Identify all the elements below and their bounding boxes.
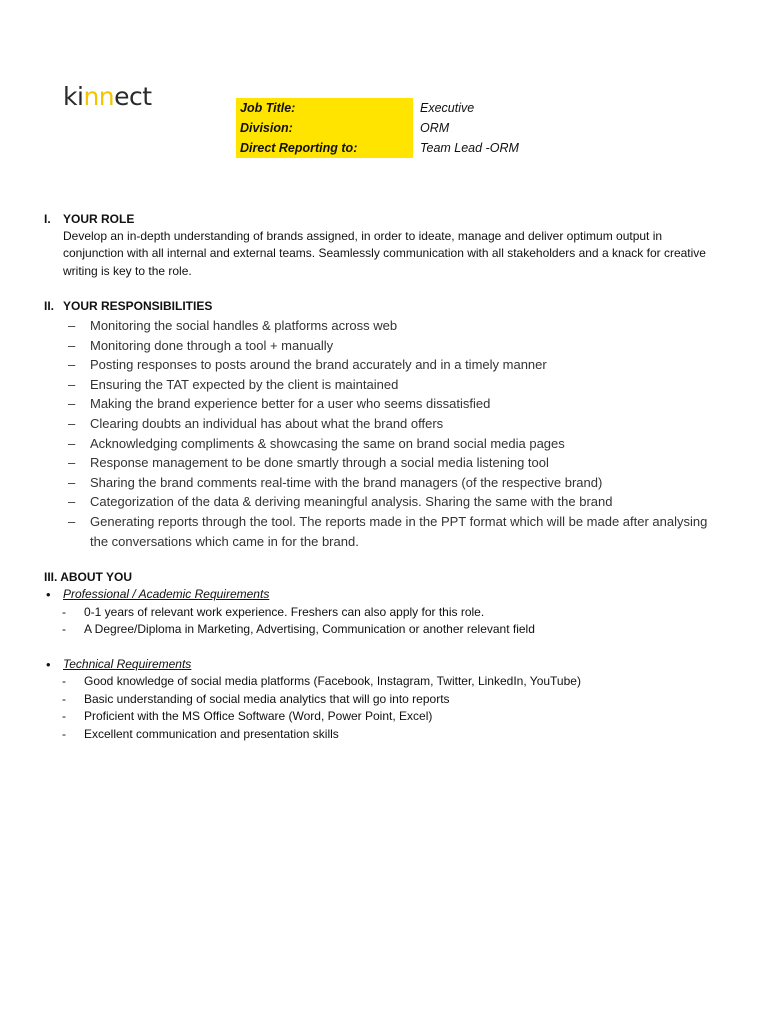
dash-bullet: – [68,474,76,490]
dash-bullet: – [68,376,76,392]
dash-bullet: – [68,455,76,471]
section-number: I. [44,212,51,226]
list-item: – Posting responses to posts around the brand accurately and in a timely manner [44,355,709,375]
section-your-role [44,211,709,280]
svg-text:kinnect: kinnect [63,82,152,111]
dash-bullet: – [68,435,76,451]
section-title: YOUR RESPONSIBILITIES [63,299,213,313]
section-number: II. [44,299,55,313]
hyphen-bullet: - [62,674,66,688]
list-item: – Generating reports through the tool. The reports made in the PPT format which will be made after analysing the conversations which came in for the brand. [68,513,708,549]
division-label: Division: [236,118,413,138]
professional-requirements-list [44,604,709,639]
division-value: ORM [420,121,450,135]
role-description: Develop an in-depth understanding of brands assigned, in order to ideate, manage and deliver optimum output in conjunction with all internal and external teams. Seamlessly communication with all stakeholders and a knack for creative writing is key to the role. [63,229,706,278]
job-info-row-division [236,118,536,138]
bullet-dot: • [46,587,51,602]
list-item: - Excellent communication and presentation skills [44,726,709,744]
requirements-subheading: • Professional / Academic Requirements [46,587,270,602]
professional-requirements [44,586,709,639]
requirements-subheading: • Technical Requirements [46,656,192,672]
dash-bullet: – [68,513,76,529]
dash-bullet: – [68,337,76,353]
bullet-dot: • [46,656,51,672]
technical-requirements-list [44,673,709,743]
section-about-you [44,569,709,743]
hyphen-bullet: - [62,726,66,741]
section-heading-responsibilities [44,298,709,315]
section-heading-about: III. ABOUT YOU [44,570,133,584]
list-item: – Categorization of the data & deriving meaningful analysis. Sharing the same with the brand [44,492,709,512]
dash-bullet: – [68,357,76,373]
dash-bullet: – [68,396,76,412]
list-item: – Response management to be done smartly through a social media listening tool [44,453,709,473]
list-item: - Good knowledge of social media platforms (Facebook, Instagram, Twitter, LinkedIn, YouTube) [44,673,709,691]
hyphen-bullet: - [62,691,66,706]
job-title-value: Executive [420,101,475,115]
list-item: - Basic understanding of social media analytics that will go into reports [44,691,709,709]
list-item: - A Degree/Diploma in Marketing, Advertising, Communication or another relevant field [44,621,709,639]
hyphen-bullet: - [62,604,66,619]
hyphen-bullet: - [62,709,66,723]
reporting-value: Team Lead -ORM [420,141,519,155]
section-heading-role [44,211,709,228]
dash-bullet: – [68,318,76,333]
list-item: – Making the brand experience better for a user who seems dissatisfied [44,394,709,414]
reporting-label: Direct Reporting to: [236,138,413,158]
list-item: – Clearing doubts an individual has about what the brand offers [44,414,709,434]
list-item: – Monitoring done through a tool + manually [44,336,709,356]
job-info-row-title [236,98,536,118]
job-info-table [236,98,536,158]
section-responsibilities [44,298,709,551]
list-item: – Ensuring the TAT expected by the client is maintained [44,375,709,395]
job-info-row-reporting [236,138,536,158]
technical-requirements [44,656,709,744]
list-item: – Monitoring the social handles & platforms across web [44,316,709,336]
dash-bullet: – [68,494,76,510]
list-item: – Acknowledging compliments & showcasing the same on brand social media pages [44,434,709,454]
list-item: – Sharing the brand comments real-time with the brand managers (of the respective brand) [44,473,709,493]
job-title-label: Job Title: [236,98,413,118]
list-item: - 0-1 years of relevant work experience. Freshers can also apply for this role. [44,604,709,622]
list-item: - Proficient with the MS Office Software (Word, Power Point, Excel) [44,708,709,726]
section-title: YOUR ROLE [63,212,135,226]
kinnect-logo [63,78,163,112]
dash-bullet: – [68,415,76,431]
responsibilities-list [44,316,709,551]
hyphen-bullet: - [62,622,66,636]
